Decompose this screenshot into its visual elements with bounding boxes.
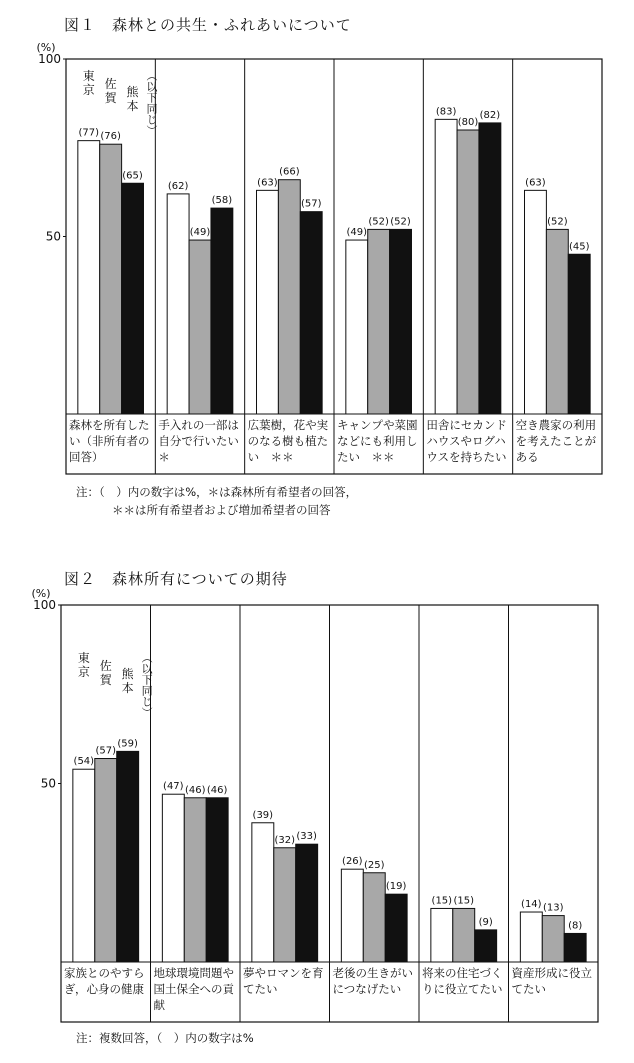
fig1-bar — [368, 229, 390, 414]
fig2-ytick-100: 100 — [33, 598, 56, 612]
fig2-data-label: (13) — [542, 902, 564, 914]
fig1-category-label: などにも利用し — [337, 434, 418, 448]
figure1-note-line2: ＊＊は所有希望者および増加希望者の回答 — [112, 503, 331, 517]
fig2-data-label: (8) — [568, 920, 583, 932]
fig1-bar — [300, 212, 322, 414]
fig1-bar — [346, 240, 368, 414]
fig2-category-label: 家族とのやすら — [64, 966, 145, 980]
fig1-data-label: (76) — [100, 131, 121, 143]
fig1-data-label: (63) — [525, 177, 546, 189]
fig1-category-label: 広葉樹，花や実 — [247, 418, 329, 432]
fig1-data-label: (63) — [257, 177, 278, 189]
fig1-category-label: ウスを持ちたい — [426, 450, 507, 464]
fig2-bar — [341, 869, 363, 962]
fig1-category-label: ＊ — [158, 450, 170, 464]
fig2-data-label: (54) — [73, 756, 95, 768]
fig2-category-label: ぎ，心身の健康 — [64, 982, 145, 996]
fig2-category-label: 国土保全への貢 — [153, 982, 234, 996]
fig2-bar — [564, 933, 586, 962]
fig1-bar — [78, 141, 100, 414]
fig2-data-label: (47) — [163, 781, 184, 793]
fig1-category-label: キャンプや菜園 — [337, 418, 418, 432]
fig1-data-label: (80) — [457, 117, 479, 128]
fig1-legend-note: （以下同じ） — [144, 70, 158, 136]
fig2-data-label: (59) — [117, 738, 138, 750]
fig2-category-label: てたい — [243, 982, 278, 996]
fig1-category-label: 空き農家の利用 — [515, 418, 597, 432]
fig2-bar — [475, 930, 497, 962]
fig1-data-label: (57) — [300, 198, 322, 210]
fig1-legend-label-0: 東京 — [82, 69, 95, 97]
fig2-category-label: 地球環境問題や — [153, 966, 234, 980]
fig2-legend-label-1: 佐賀 — [99, 659, 112, 687]
fig1-bar — [278, 180, 300, 414]
fig1-category-label: い（非所有者の — [69, 434, 150, 448]
fig2-legend-label-0: 東京 — [77, 651, 90, 679]
fig1-ytick-100: 100 — [38, 52, 61, 66]
figure1-chart — [36, 41, 602, 474]
fig2-data-label: (15) — [431, 895, 453, 907]
fig1-ytick-50: 50 — [45, 229, 61, 244]
fig2-bar — [73, 769, 95, 962]
fig1-data-label: (49) — [189, 227, 211, 239]
fig2-data-label: (46) — [184, 784, 206, 796]
fig2-data-label: (14) — [521, 899, 542, 911]
fig1-bar — [211, 208, 233, 414]
fig2-data-label: (9) — [478, 916, 493, 928]
figure1-title: 図１ 森林との共生・ふれあいについて — [64, 16, 352, 34]
fig1-category-label: 田舎にセカンド — [426, 418, 507, 432]
fig1-bar — [568, 254, 590, 414]
fig1-legend-label-1: 佐賀 — [104, 77, 117, 105]
fig1-category-label: を考えたことが — [515, 434, 597, 448]
fig2-unit-label: (%) — [31, 587, 51, 600]
fig2-data-label: (46) — [206, 784, 228, 796]
fig2-bar — [184, 798, 206, 962]
fig2-bar — [431, 908, 453, 962]
fig2-data-label: (57) — [95, 745, 117, 757]
fig1-bar — [167, 194, 189, 414]
fig1-data-label: (82) — [479, 109, 501, 121]
fig2-bar — [520, 912, 542, 962]
fig2-category-label: りに役立てたい — [422, 982, 503, 996]
fig2-bar — [385, 894, 407, 962]
fig1-data-label: (83) — [435, 106, 457, 118]
fig1-data-label: (45) — [568, 241, 590, 253]
fig2-bar — [206, 798, 228, 962]
fig2-data-label: (33) — [296, 831, 317, 843]
fig1-bar — [390, 229, 412, 414]
fig1-data-label: (52) — [547, 216, 568, 228]
fig2-bar — [542, 916, 564, 962]
fig1-bar — [435, 119, 457, 414]
fig1-bar — [457, 130, 479, 414]
fig1-data-label: (58) — [211, 195, 233, 207]
fig1-category-label: い ＊＊ — [247, 450, 294, 464]
fig1-data-label: (49) — [346, 227, 368, 239]
fig2-data-label: (32) — [274, 834, 296, 846]
fig2-category-label: 資産形成に役立 — [511, 966, 592, 980]
fig2-bar — [95, 759, 117, 962]
fig2-data-label: (25) — [363, 859, 385, 871]
fig1-bar — [189, 240, 211, 414]
fig1-legend-label-2: 熊本 — [126, 85, 139, 113]
fig1-bar — [546, 229, 568, 414]
fig2-bar — [453, 908, 475, 962]
figure2-note: 注：複数回答，（ ）内の数字は% — [76, 1031, 254, 1045]
fig2-category-label: 将来の住宅づく — [422, 966, 503, 980]
fig2-category-label: 献 — [153, 998, 165, 1012]
fig2-category-label: 老後の生きがい — [332, 966, 413, 980]
fig2-legend-label-2: 熊本 — [121, 667, 134, 695]
fig2-bar — [274, 848, 296, 962]
fig1-data-label: (52) — [390, 216, 411, 228]
fig2-category-label: てたい — [511, 982, 546, 996]
fig2-data-label: (39) — [252, 809, 274, 821]
fig1-category-label: 自分で行いたい — [158, 434, 239, 448]
fig1-bar — [479, 123, 501, 414]
fig1-unit-label: (%) — [36, 41, 56, 54]
fig1-category-label: 回答） — [69, 450, 104, 464]
fig1-data-label: (62) — [167, 180, 189, 192]
figure2-title: 図２ 森林所有についての期待 — [64, 570, 288, 588]
fig1-data-label: (66) — [279, 166, 300, 178]
fig2-bar — [296, 844, 318, 962]
fig2-ytick-50: 50 — [40, 776, 56, 791]
fig2-data-label: (19) — [385, 881, 407, 893]
fig2-data-label: (15) — [453, 895, 475, 907]
fig2-bar — [162, 794, 184, 962]
fig1-category-label: ハウスやログハ — [426, 434, 506, 448]
figure1-note-line1: 注：（ ）内の数字は%，＊は森林所有希望者の回答， — [76, 485, 358, 499]
fig2-bar — [252, 823, 274, 962]
fig1-bar — [257, 190, 279, 414]
fig2-legend-note: （以下同じ） — [140, 652, 154, 718]
fig2-category-label: 夢やロマンを育 — [243, 966, 324, 980]
figure2-chart — [31, 587, 598, 1022]
fig1-category-label: のなる樹も植た — [247, 434, 329, 448]
fig1-data-label: (77) — [78, 127, 100, 139]
fig1-category-label: 手入れの一部は — [158, 418, 239, 432]
fig1-category-label: ある — [515, 450, 539, 464]
fig2-data-label: (26) — [342, 856, 363, 868]
fig1-data-label: (52) — [368, 216, 389, 228]
fig2-bar — [363, 873, 385, 962]
fig1-category-label: たい ＊＊ — [337, 450, 395, 464]
fig1-bar — [122, 183, 144, 414]
fig2-bar — [117, 751, 139, 962]
fig1-bar — [100, 144, 122, 414]
fig1-category-label: 森林を所有した — [69, 418, 150, 432]
fig1-bar — [525, 190, 547, 414]
fig1-data-label: (65) — [122, 170, 143, 182]
fig2-category-label: につなげたい — [332, 982, 402, 996]
